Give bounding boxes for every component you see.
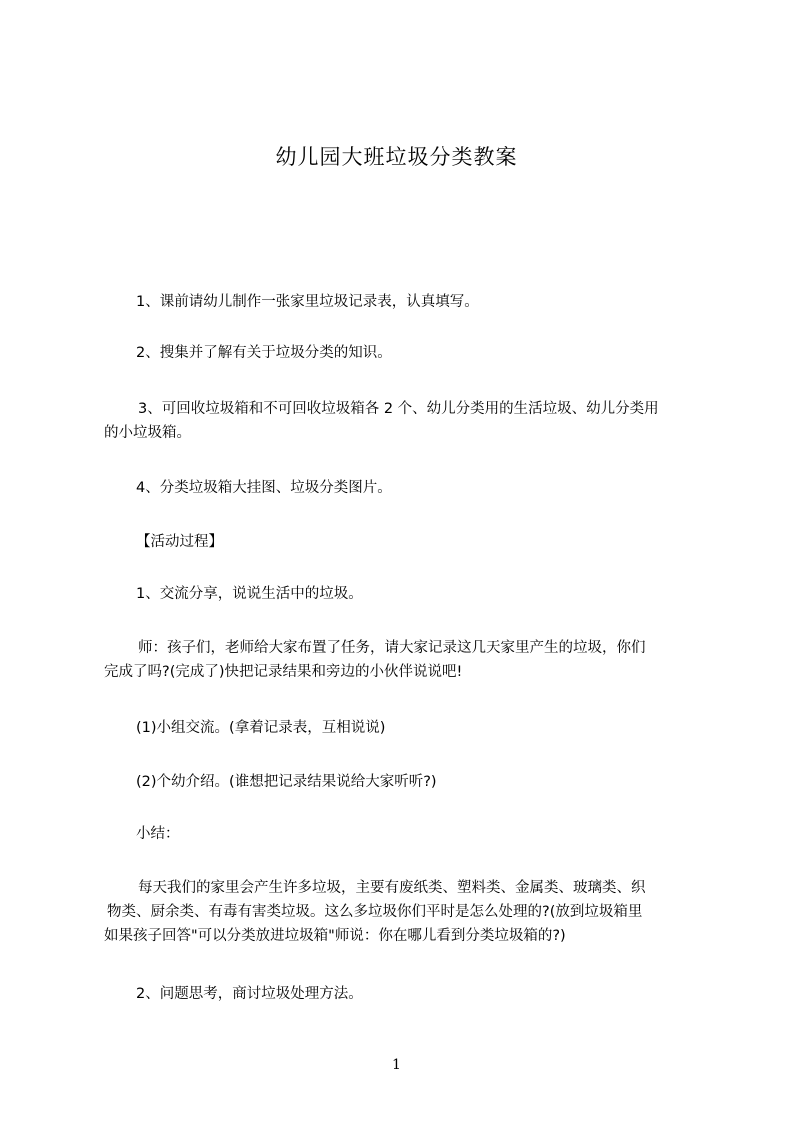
paragraph-line: 1、课前请幼儿制作一张家里垃圾记录表，认真填写。 (136, 294, 479, 310)
paragraph-line: 1、交流分享，说说生活中的垃圾。 (136, 586, 363, 602)
paragraph-line: 4、分类垃圾箱大挂图、垃圾分类图片。 (136, 480, 392, 496)
paragraph-line: 物类、厨余类、有毒有害类垃圾。这么多垃圾你们平时是怎么处理的?(放到垃圾箱里 (107, 904, 643, 920)
paragraph-line: 小结： (136, 826, 180, 842)
paragraph-individual-intro (104, 770, 704, 794)
paragraph-line: 的小垃圾箱。 (104, 425, 191, 441)
paragraph-teacher-dialogue (104, 636, 704, 684)
paragraph-line: 师：孩子们，老师给大家布置了任务，请大家记录这几天家里产生的垃圾，你们 (138, 640, 646, 656)
paragraph-line: (2)个幼介绍。(谁想把记录结果说给大家听听?) (136, 774, 437, 790)
paragraph-3 (104, 397, 704, 445)
paragraph-line: 2、问题思考，商讨垃圾处理方法。 (136, 986, 363, 1002)
paragraph-step-2 (104, 982, 704, 1006)
paragraph-line: 每天我们的家里会产生许多垃圾，主要有废纸类、塑料类、金属类、玻璃类、织 (138, 880, 646, 896)
paragraph-step-1 (104, 582, 704, 606)
paragraph-line: 3、可回收垃圾箱和不可回收垃圾箱各 2 个、幼儿分类用的生活垃圾、幼儿分类用 (138, 401, 659, 417)
document-title: 幼儿园大班垃圾分类教案 (275, 145, 518, 169)
paragraph-line: (1)小组交流。(拿着记录表，互相说说) (136, 720, 386, 736)
paragraph-summary-label (104, 822, 704, 846)
paragraph-line: 【活动过程】 (136, 534, 223, 550)
paragraph-1 (104, 290, 704, 314)
paragraph-summary-text (104, 876, 704, 948)
paragraph-group-exchange (104, 716, 704, 740)
page-number: 1 (392, 1057, 401, 1073)
paragraph-line: 如果孩子回答"可以分类放进垃圾箱"师说：你在哪儿看到分类垃圾箱的?) (104, 928, 566, 944)
paragraph-line: 完成了吗?(完成了)快把记录结果和旁边的小伙伴说说吧! (104, 664, 463, 680)
paragraph-4 (104, 476, 704, 500)
paragraph-line: 2、搜集并了解有关于垃圾分类的知识。 (136, 345, 392, 361)
paragraph-2 (104, 341, 704, 365)
section-heading-activity-process (104, 530, 704, 554)
